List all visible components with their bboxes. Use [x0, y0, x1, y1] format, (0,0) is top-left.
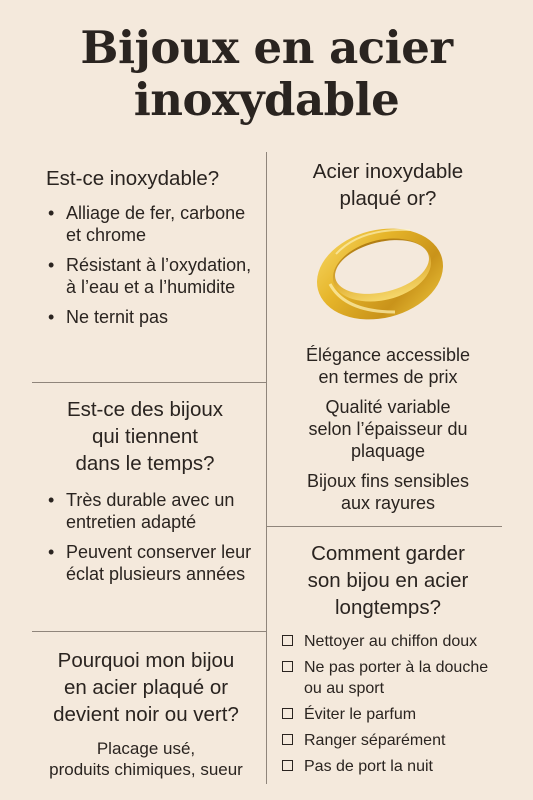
heading-line: longtemps? [335, 596, 441, 619]
bullet-text: Alliage de fer, carbone et chrome [66, 203, 246, 245]
heading-line: en acier plaqué or [63, 676, 229, 699]
heading-line: plaqué or? [339, 187, 437, 210]
bullet-icon: • [48, 490, 55, 510]
section-durable-heading [30, 396, 260, 477]
section-plaque-or-heading [270, 158, 506, 212]
bullet-item [46, 202, 264, 246]
checklist-item [282, 756, 504, 777]
section-plaque-or [270, 158, 506, 212]
text-line: selon l’épaisseur du [308, 419, 468, 439]
bullet-icon: • [48, 203, 55, 223]
gold-ring-svg [300, 214, 460, 328]
text-line: Bijoux fins sensibles [306, 471, 470, 491]
paragraph [274, 344, 502, 388]
heading-line: qui tiennent [91, 425, 198, 448]
left-divider-1 [32, 382, 266, 383]
section-noir-vert-heading [28, 647, 264, 728]
bullet-text: Ne ternit pas [66, 307, 169, 327]
text-line: plaquage [350, 441, 426, 461]
checkbox-icon [282, 708, 293, 719]
bullet-icon: • [48, 542, 55, 562]
bullet-text: Résistant à l’oxydation, à l’eau et a l’humidite [66, 255, 252, 297]
heading-line: Est-ce des bijoux [66, 398, 224, 421]
entretien-checklist [282, 631, 504, 777]
paragraph [274, 396, 502, 462]
heading-line: Pourquoi mon bijou [57, 649, 235, 672]
checkbox-icon [282, 734, 293, 745]
checklist-item [282, 704, 504, 725]
checkbox-icon [282, 661, 293, 672]
heading-line: devient noir ou vert? [53, 703, 239, 726]
checklist-text: Pas de port la nuit [304, 758, 433, 775]
page-title-line-1: Bijoux en acier [80, 21, 453, 74]
left-divider-2 [32, 631, 266, 632]
bullet-icon: • [48, 307, 55, 327]
checklist-text: Ne pas porter à la douche ou au sport [304, 659, 489, 697]
checkbox-icon [282, 635, 293, 646]
section-entretien [272, 540, 504, 782]
bullet-item [46, 541, 260, 585]
section-plaque-or-body [274, 344, 502, 522]
page-title [0, 22, 533, 126]
section-inoxydable-heading: Est-ce inoxydable? [46, 167, 220, 190]
checkbox-icon [282, 760, 293, 771]
checklist-text: Nettoyer au chiffon doux [304, 633, 478, 650]
gold-ring-icon [300, 214, 460, 328]
right-divider-1 [266, 526, 502, 527]
heading-line: son bijou en acier [307, 569, 469, 592]
bullet-item [46, 489, 260, 533]
page-title-line-2: inoxydable [133, 73, 400, 126]
section-inoxydable [46, 166, 264, 336]
checklist-item [282, 657, 504, 699]
section-noir-vert [28, 647, 264, 788]
heading-line: Acier inoxydable [312, 160, 464, 183]
section-noir-vert-text [28, 738, 264, 780]
bullet-text: Très durable avec un entretien adapté [66, 490, 235, 532]
bullet-item [46, 254, 264, 298]
checklist-item [282, 730, 504, 751]
bullet-item [46, 306, 264, 328]
checklist-text: Éviter le parfum [304, 706, 417, 723]
text-line: Placage usé, [96, 739, 196, 758]
text-line: produits chimiques, sueur [49, 760, 243, 779]
bullet-icon: • [48, 255, 55, 275]
heading-line: dans le temps? [75, 452, 215, 475]
checklist-text: Ranger séparément [304, 732, 446, 749]
checklist-item [282, 631, 504, 652]
text-line: aux rayures [340, 493, 436, 513]
paragraph [274, 470, 502, 514]
section-inoxydable-list [46, 202, 264, 328]
text-line: Élégance accessible [305, 345, 471, 365]
section-durable [30, 396, 260, 593]
vertical-divider [266, 152, 267, 784]
heading-line: Comment garder [311, 542, 465, 565]
text-line: en termes de prix [318, 367, 458, 387]
bullet-text: Peuvent conserver leur éclat plusieurs années [66, 542, 252, 584]
text-line: Qualité variable [325, 397, 451, 417]
section-entretien-heading [272, 540, 504, 621]
section-durable-list [46, 489, 260, 585]
